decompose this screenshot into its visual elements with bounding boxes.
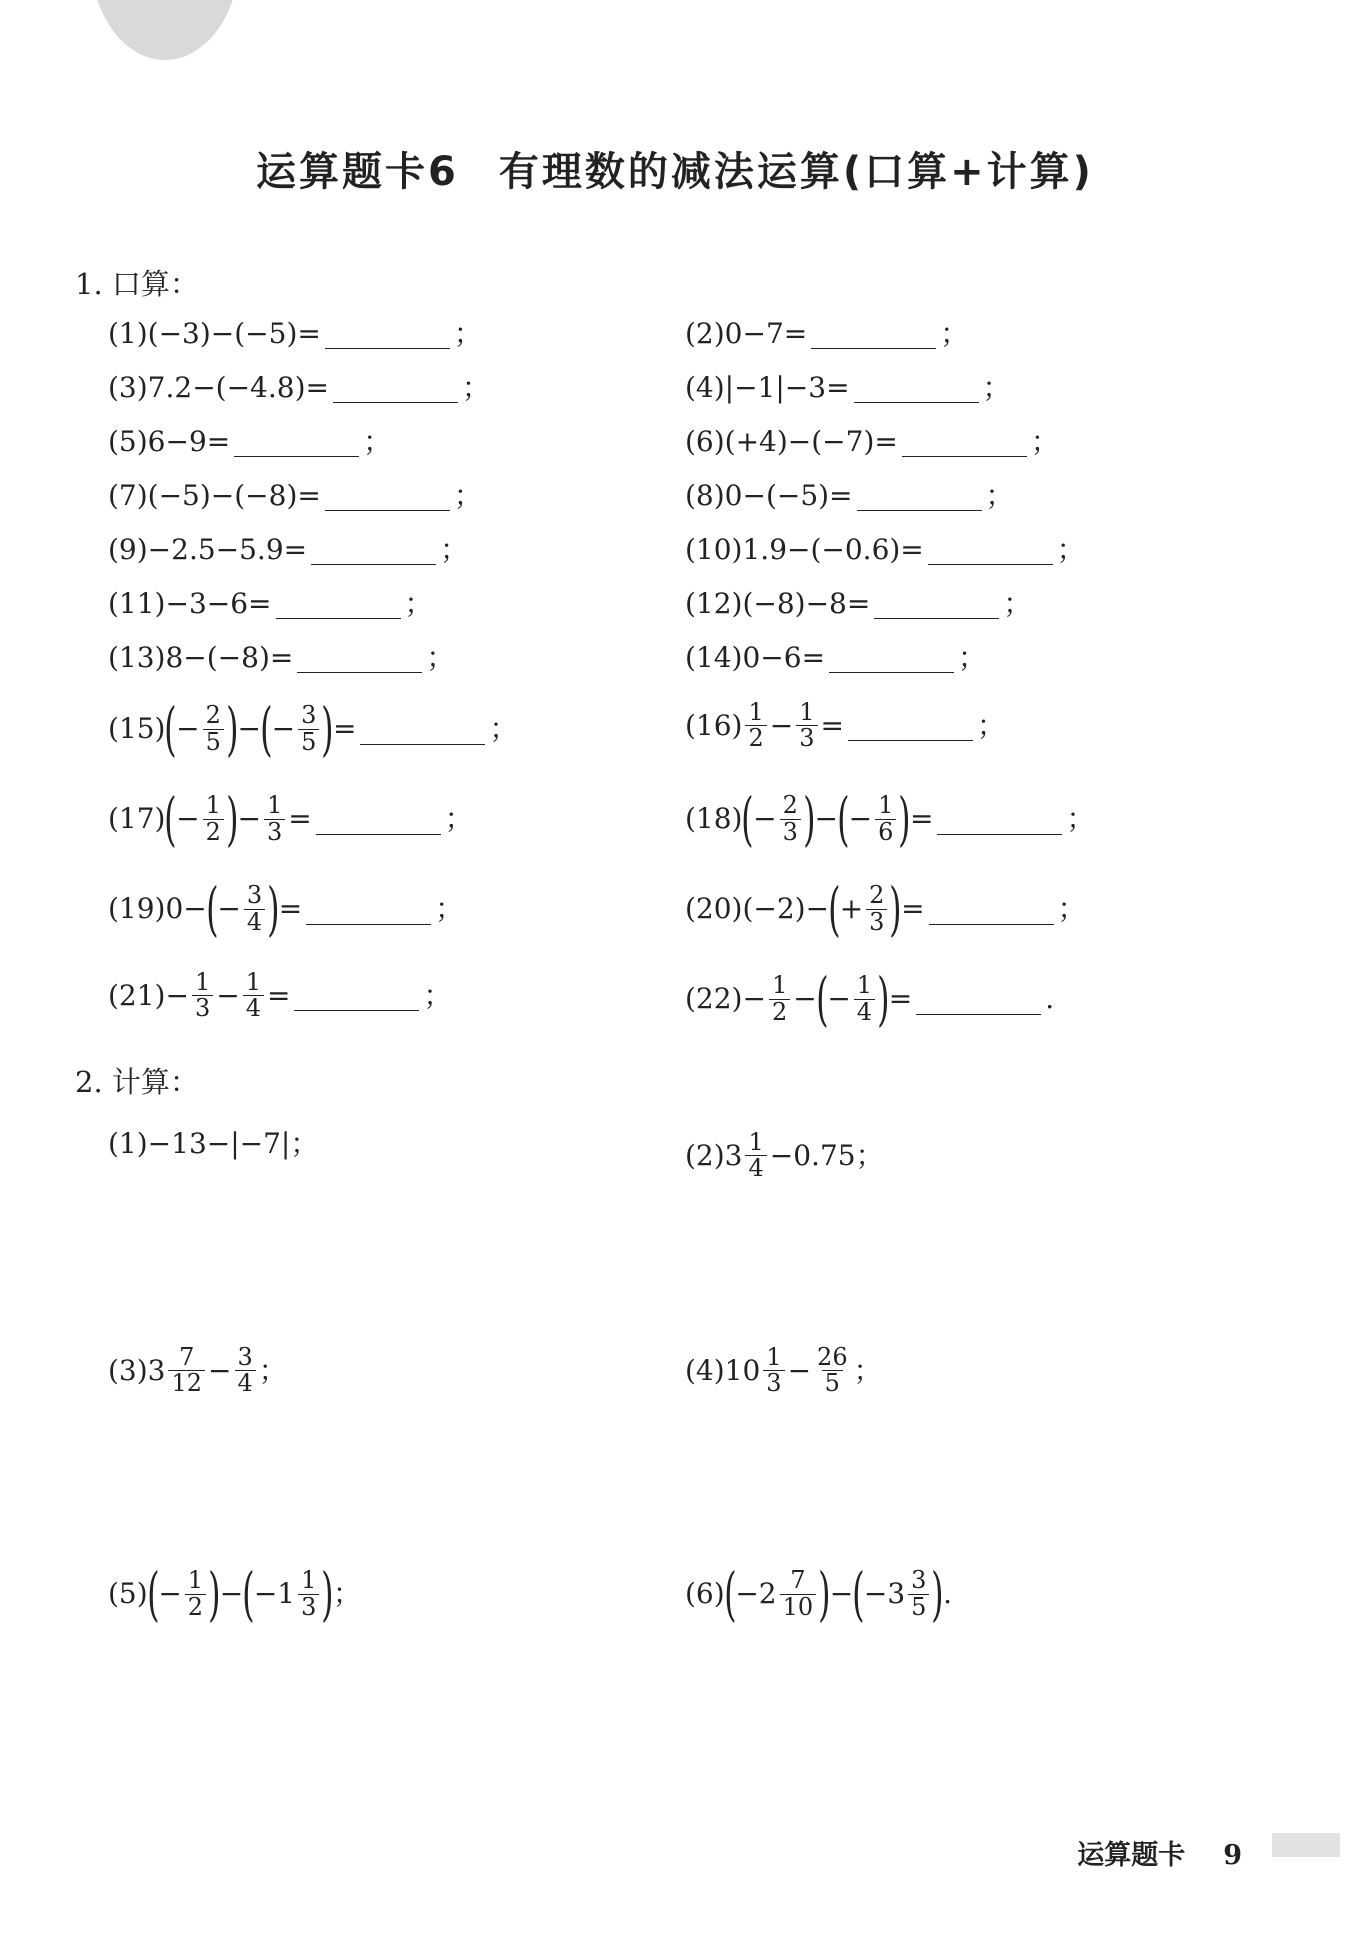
fraction: $\frac{2}{3}$: [866, 883, 887, 934]
fraction: $\frac{26}{5}$: [817, 1343, 848, 1398]
fraction: $\frac{1}{6}$: [875, 793, 896, 844]
fraction: 1 3: [298, 1568, 319, 1619]
question-2: (2)0−7= ；: [685, 316, 969, 350]
question-12: (12)(−8)−8= ；: [685, 586, 1032, 620]
question-7: (7)(−5)−(−8)= ；: [108, 478, 482, 512]
answer-blank[interactable]: [297, 642, 422, 673]
fraction: $\frac{3}{4}$: [244, 883, 265, 934]
answer-blank[interactable]: [928, 534, 1053, 565]
question-15: (15) ( − $\frac{2}{5}$ ) − ( − $\frac{3}{5}$ ) = ；: [108, 695, 518, 763]
question-3: (3)7.2−(−4.8)= ；: [108, 370, 490, 404]
question-5: (5)6−9= ；: [108, 424, 392, 458]
answer-blank[interactable]: [811, 318, 936, 349]
question-18: (18) ( − $\frac{2}{3}$ ) − ( − $\frac{1}{6}$ ) = ；: [685, 785, 1095, 853]
fraction: 7 12: [168, 1345, 205, 1396]
footer-label: 运算题卡: [1077, 1840, 1186, 1871]
fraction: 1 2: [745, 700, 766, 751]
answer-blank[interactable]: [325, 480, 450, 511]
fraction: $\frac{1}{3}$: [264, 793, 285, 844]
answer-blank[interactable]: [902, 426, 1027, 457]
page-footer: [1077, 1833, 1242, 1872]
question-16: (16) 1 2 − $\frac{1}{3}$ = ；: [685, 698, 1005, 753]
question-21: (21)− $\frac{1}{3}$ − $\frac{1}{4}$ = ；: [108, 968, 452, 1023]
calc-5: (5) ( − $\frac{1}{2}$ ) − ( −1 1 3 ) ；: [108, 1560, 362, 1628]
question-6: (6)(+4)−(−7)= ；: [685, 424, 1059, 458]
answer-blank[interactable]: [874, 588, 999, 619]
calc-4: (4)10 1 3 − $\frac{26}{5}$ ；: [685, 1343, 882, 1398]
page-tab-marker: [1272, 1833, 1340, 1857]
fraction: $\frac{1}{4}$: [243, 970, 264, 1021]
fraction: $\frac{1}{2}$: [769, 973, 790, 1024]
question-10: (10)1.9−(−0.6)= ；: [685, 532, 1085, 566]
answer-blank[interactable]: [854, 372, 979, 403]
answer-blank[interactable]: [276, 588, 401, 619]
fraction: $\frac{2}{5}$: [203, 703, 224, 754]
answer-blank[interactable]: [325, 318, 450, 349]
fraction: 3 5: [908, 1568, 929, 1619]
fraction: 1 3: [763, 1345, 784, 1396]
question-11: (11)−3−6= ；: [108, 586, 433, 620]
question-19: (19)0− ( − $\frac{3}{4}$ ) = ；: [108, 875, 464, 943]
answer-blank[interactable]: [311, 534, 436, 565]
fraction: $\frac{1}{2}$: [185, 1568, 206, 1619]
page-number: 9: [1223, 1840, 1242, 1871]
fraction: $\frac{3}{4}$: [235, 1345, 256, 1396]
section-1-label: 1. 口算：: [75, 267, 199, 301]
fraction: $\frac{3}{5}$: [298, 703, 319, 754]
corner-decoration: [90, 0, 240, 60]
question-9: (9)−2.5−5.9= ；: [108, 532, 469, 566]
answer-blank[interactable]: [829, 642, 954, 673]
answer-blank[interactable]: [294, 980, 419, 1011]
fraction: $\frac{1}{3}$: [796, 700, 817, 751]
fraction: $\frac{1}{4}$: [854, 973, 875, 1024]
question-22: (22)− $\frac{1}{2}$ − ( − $\frac{1}{4}$ ) = .: [685, 965, 1055, 1033]
answer-blank[interactable]: [234, 426, 359, 457]
question-20: (20)(−2)− ( + $\frac{2}{3}$ ) = ；: [685, 875, 1086, 943]
section-2-label: 2. 计算：: [75, 1065, 199, 1099]
answer-blank[interactable]: [360, 714, 485, 745]
answer-blank[interactable]: [916, 984, 1041, 1015]
question-4: (4)|−1|−3= ；: [685, 370, 1011, 404]
answer-blank[interactable]: [316, 804, 441, 835]
question-1: (1)(−3)−(−5)= ；: [108, 316, 482, 350]
answer-blank[interactable]: [857, 480, 982, 511]
fraction: 1 4: [745, 1130, 766, 1181]
question-17: (17) ( − $\frac{1}{2}$ ) − $\frac{1}{3}$ = ；: [108, 785, 473, 853]
fraction: $\frac{1}{2}$: [203, 793, 224, 844]
calc-6: (6) ( −2 7 10 ) − ( −3 3 5 ) .: [685, 1560, 952, 1628]
fraction: 7 10: [780, 1568, 817, 1619]
question-14: (14)0−6= ；: [685, 640, 987, 674]
question-8: (8)0−(−5)= ；: [685, 478, 1014, 512]
answer-blank[interactable]: [929, 894, 1054, 925]
fraction: $\frac{1}{3}$: [192, 970, 213, 1021]
answer-blank[interactable]: [937, 804, 1062, 835]
calc-2: (2)3 1 4 −0.75；: [685, 1128, 884, 1183]
title-topic: 有理数的减法运算(口算+计算): [498, 149, 1094, 195]
question-13: (13)8−(−8)= ；: [108, 640, 455, 674]
calc-3: (3)3 7 12 − $\frac{3}{4}$ ；: [108, 1343, 287, 1398]
title-card-number: 运算题卡6: [256, 149, 459, 195]
calc-1: (1)−13−|−7|；: [108, 1127, 319, 1160]
page-title: [0, 140, 1350, 197]
answer-blank[interactable]: [306, 894, 431, 925]
fraction: $\frac{2}{3}$: [780, 793, 801, 844]
answer-blank[interactable]: [333, 372, 458, 403]
answer-blank[interactable]: [848, 710, 973, 741]
